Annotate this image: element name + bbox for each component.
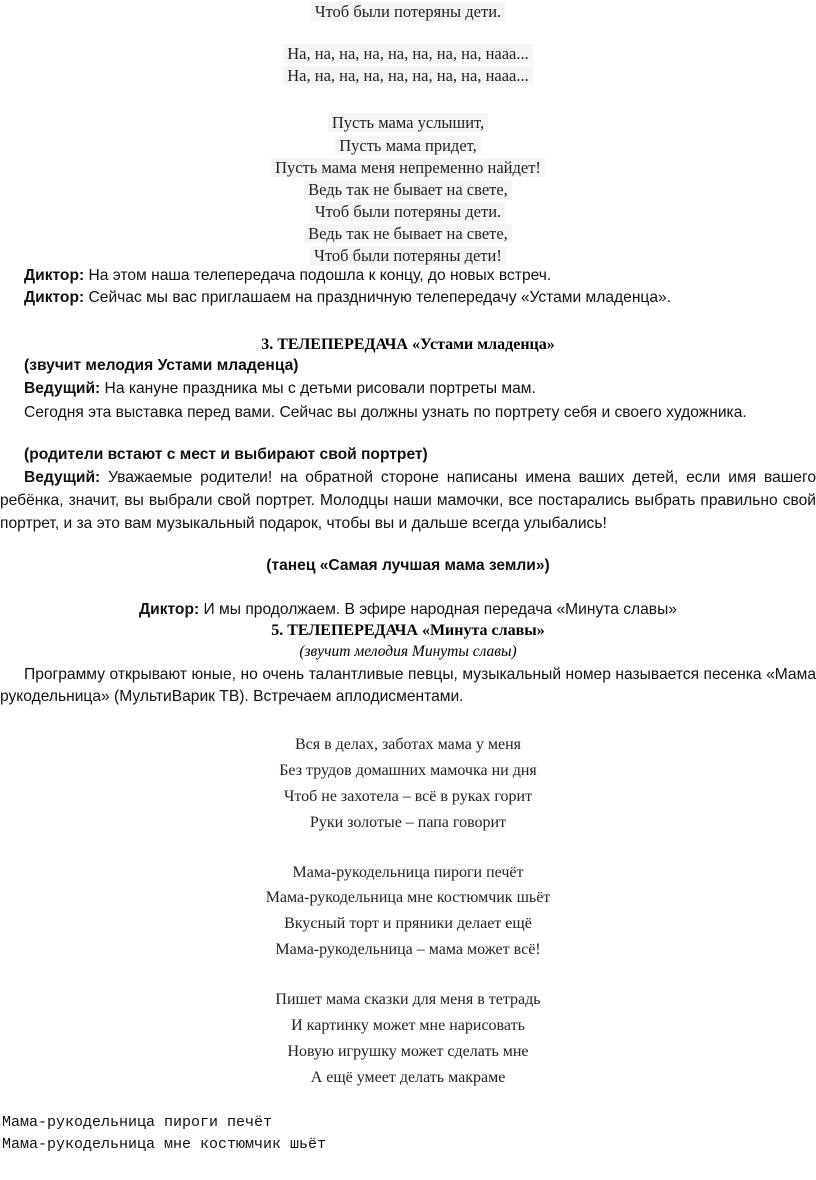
song1-chorus-line: Пусть мама придет,: [0, 136, 816, 156]
stage-direction: (звучит мелодия Минуты славы): [299, 643, 517, 660]
speech-text: Сейчас мы вас приглашаем на праздничную телепередачу «Устами младенца».: [84, 289, 672, 306]
speech-text: Уважаемые родители! на обратной стороне написаны имена ваших детей, если имя вашего ребёнка, значит, вы выбрали свой портрет. Молодцы наши мамочки, все постарались выбрать правильно свой портрет, и за это вам музыкальный подарок, чтобы вы и дальше всегда улыбались!: [0, 469, 816, 532]
song1-chorus-line: Ведь так не бывает на свете,: [0, 180, 816, 200]
section-title: 3. ТЕЛЕПЕРЕДАЧА «Устами младенца»: [261, 336, 555, 353]
stage-direction: (звучит мелодия Устами младенца): [24, 357, 299, 374]
song2-line: Без трудов домашних мамочка ни дня: [279, 762, 537, 779]
song2-chorus-line: Мама-рукодельница мне костюмчик шьёт: [265, 889, 551, 906]
announcer-paragraph: [0, 289, 816, 307]
dance-direction: (танец «Самая лучшая мама земли»): [266, 557, 550, 574]
host-paragraph: [0, 466, 816, 535]
speaker-label: Диктор:: [24, 289, 85, 306]
speech-text: И мы продолжаем. В эфире народная передача «Минута славы»: [199, 601, 677, 618]
host-paragraph: [0, 380, 816, 398]
speech-text: На этом наша телепередача подошла к концу, до новых встреч.: [84, 267, 552, 284]
section-title: 5. ТЕЛЕПЕРЕДАЧА «Минута славы»: [271, 622, 545, 639]
song1-chorus-line: Ведь так не бывает на свете,: [0, 224, 816, 244]
stage-direction: (родители встают с мест и выбирают свой портрет): [24, 446, 428, 463]
song1-chorus-line: Пусть мама меня непременно найдет!: [0, 158, 816, 178]
song2-line: Пишет мама сказки для меня в тетрадь: [275, 991, 541, 1008]
song1-line: На, на, на, на, на, на, на, на, нааа...: [0, 44, 816, 64]
intro-paragraph: [0, 664, 816, 708]
speaker-label: Ведущий:: [24, 469, 101, 486]
speaker-label: Ведущий:: [24, 380, 101, 397]
announcer-paragraph: [0, 267, 816, 285]
song2-line: Вся в делах, заботах мама у меня: [294, 736, 522, 753]
song2-line: Чтоб не захотела – всё в руках горит: [283, 788, 533, 805]
song2-line: Руки золотые – папа говорит: [309, 814, 507, 831]
speech-text: Программу открывают юные, но очень талантливые певцы, музыкальный номер называется песенка «Мама рукодельница» (МультиВарик ТВ). Встречаем аплодисментами.: [0, 666, 816, 705]
host-paragraph: [0, 402, 816, 424]
song2-line: Новую игрушку может сделать мне: [287, 1043, 529, 1060]
announcer-paragraph: [0, 601, 816, 619]
song2-chorus-line: Мама-рукодельница пироги печёт: [292, 864, 524, 881]
speaker-label: Диктор:: [139, 601, 200, 618]
song1-chorus-line: Чтоб были потеряны дети.: [0, 202, 816, 222]
plain-text-line: Мама-рукодельница мне костюмчик шьёт: [2, 1136, 327, 1153]
song1-chorus-line: Пусть мама услышит,: [0, 113, 816, 133]
song2-line: А ещё умеет делать макраме: [310, 1069, 506, 1086]
speaker-label: Диктор:: [24, 267, 85, 284]
speech-text: На кануне праздника мы с детьми рисовали портреты мам.: [100, 380, 536, 397]
song1-chorus-line: Чтоб были потеряны дети!: [0, 246, 816, 266]
song2-line: И картинку может мне нарисовать: [291, 1017, 525, 1034]
song1-line: Чтоб были потеряны дети.: [0, 2, 816, 22]
speech-text: Сегодня эта выставка перед вами. Сейчас вы должны узнать по портрету себя и своего художника.: [24, 404, 747, 421]
song1-line: На, на, на, на, на, на, на, на, нааа...: [0, 66, 816, 86]
song2-chorus-line: Мама-рукодельница – мама может всё!: [275, 941, 541, 958]
plain-text-line: Мама-рукодельница пироги печёт: [2, 1114, 273, 1131]
song2-chorus-line: Вкусный торт и пряники делает ещё: [284, 915, 532, 932]
